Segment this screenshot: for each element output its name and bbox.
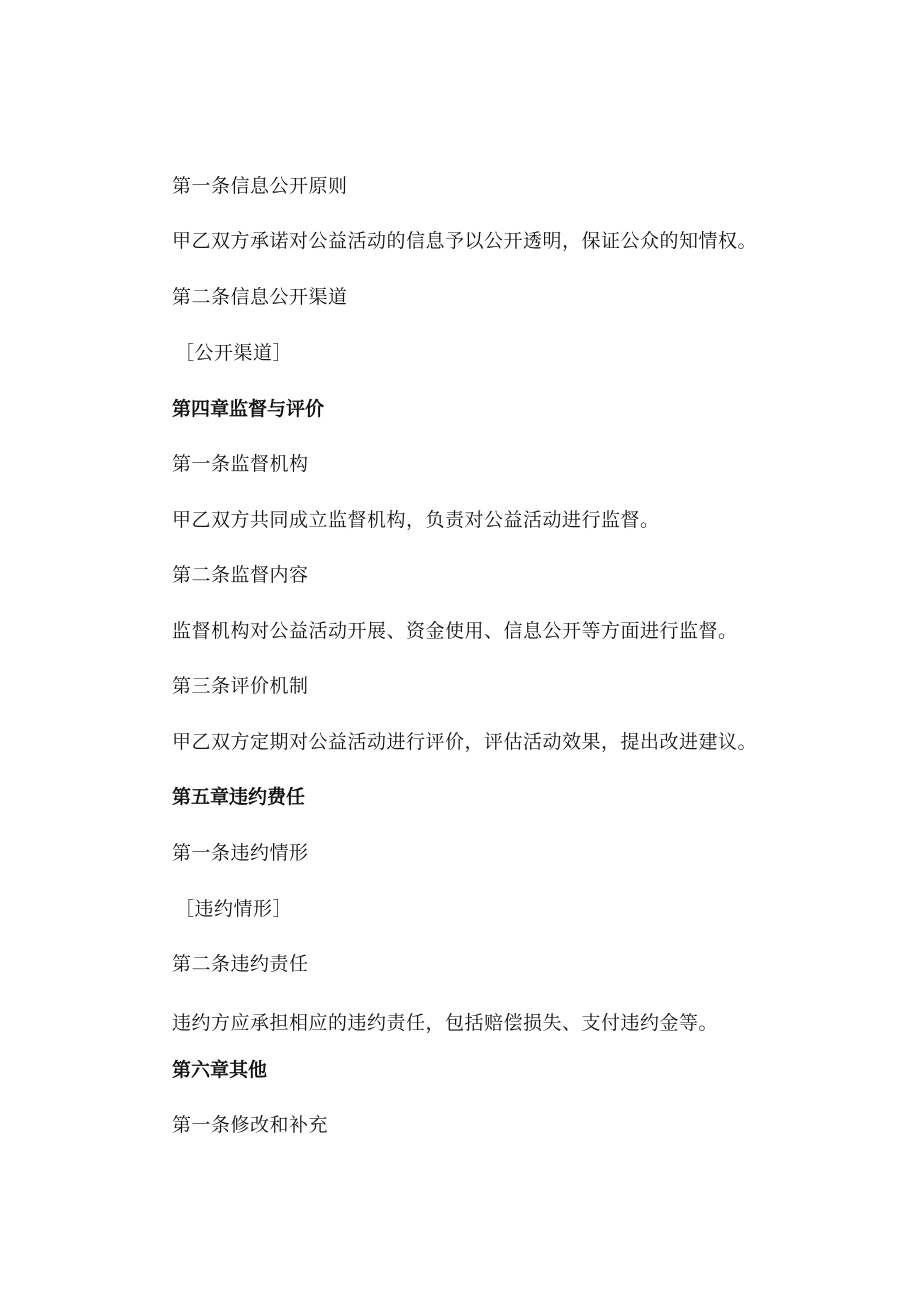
article-body: 监督机构对公益活动开展、资金使用、信息公开等方面进行监督。	[172, 620, 738, 642]
article-title: 第一条监督机构	[172, 453, 309, 475]
article-title: 第二条违约责任	[172, 953, 309, 975]
article-title: 第二条信息公开渠道	[172, 286, 348, 308]
article-body: 甲乙双方共同成立监督机构，负责对公益活动进行监督。	[172, 509, 660, 531]
chapter-heading: 第六章其他	[172, 1059, 268, 1081]
chapter-heading: 第五章违约费任	[172, 786, 306, 808]
placeholder-field: ［违约情形］	[175, 898, 293, 920]
article-body: 甲乙双方承诺对公益活动的信息予以公开透明，保证公众的知情权。	[172, 230, 758, 252]
article-title: 第二条监督内容	[172, 564, 309, 586]
article-title: 第三条评价机制	[172, 675, 309, 697]
chapter-heading: 第四章监督与评价	[172, 398, 325, 420]
article-title: 第一条违约情形	[172, 842, 309, 864]
placeholder-field: ［公开渠道］	[175, 342, 293, 364]
article-body: 违约方应承担相应的违约责任，包括赔偿损失、支付违约金等。	[172, 1012, 719, 1034]
article-body: 甲乙双方定期对公益活动进行评价，评估活动效果，提出改进建议。	[172, 731, 758, 753]
article-title: 第一条修改和补充	[172, 1114, 329, 1136]
article-title: 第一条信息公开原则	[172, 175, 348, 197]
